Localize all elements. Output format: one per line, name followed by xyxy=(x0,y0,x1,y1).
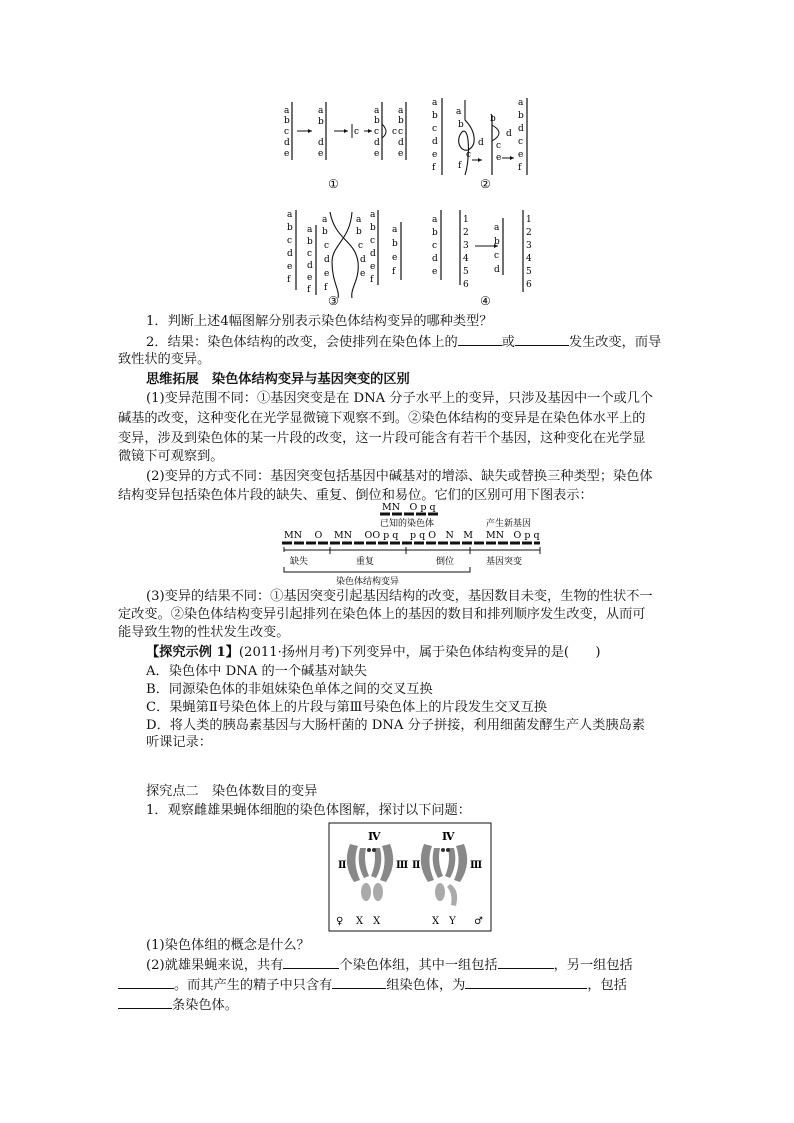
svg-text:Ⅳ: Ⅳ xyxy=(368,830,381,843)
svg-text:已知的染色体: 已知的染色体 xyxy=(380,519,435,529)
svg-text:a: a xyxy=(370,210,376,220)
section-2-heading: 探究点二 染色体数目的变异 xyxy=(146,784,318,799)
svg-text:f: f xyxy=(287,275,291,285)
svg-text:a: a xyxy=(432,98,438,108)
svg-text:d: d xyxy=(494,265,500,275)
svg-text:e: e xyxy=(496,153,502,163)
option-b[interactable]: B．同源染色体的非姐妹染色单体之间的交叉互换 xyxy=(146,682,433,697)
svg-text:6: 6 xyxy=(526,280,532,290)
svg-text:a: a xyxy=(284,106,290,116)
label-3: ③ xyxy=(328,294,339,308)
svg-text:b: b xyxy=(494,237,500,247)
svg-text:f: f xyxy=(307,285,311,295)
svg-text:4: 4 xyxy=(463,254,469,264)
svg-text:e: e xyxy=(392,253,398,263)
para-3: (3)变异的结果不同：①基因突变引起基因结构的改变，基因数目未变，生物的性状不一 xyxy=(146,589,653,604)
svg-text:e: e xyxy=(432,267,438,277)
svg-text:X X: X X xyxy=(356,916,381,927)
svg-text:d: d xyxy=(432,137,438,147)
svg-text:2: 2 xyxy=(463,228,469,238)
svg-text:f: f xyxy=(458,161,462,171)
answer-blank[interactable] xyxy=(332,976,386,989)
svg-text:b: b xyxy=(322,227,328,237)
svg-text:e: e xyxy=(324,269,330,279)
label-4: ④ xyxy=(480,294,491,308)
svg-text:X Y: X Y xyxy=(432,916,456,927)
svg-text:a: a xyxy=(392,225,398,235)
svg-text:1: 1 xyxy=(526,215,532,225)
svg-text:c: c xyxy=(358,241,364,251)
svg-text:b: b xyxy=(432,228,438,238)
svg-text:a: a xyxy=(374,106,380,116)
example-1: 【探究示例 1】(2011·扬州月考)下列变异中，属于染色体结构变异的是( ) xyxy=(146,645,601,660)
answer-blank[interactable] xyxy=(283,956,339,969)
svg-text:b: b xyxy=(356,227,362,237)
diagram-3 xyxy=(287,210,401,308)
svg-text:b: b xyxy=(307,237,313,247)
svg-text:c: c xyxy=(466,150,472,160)
svg-text:Ⅱ: Ⅱ xyxy=(338,860,347,871)
svg-text:c: c xyxy=(494,251,500,261)
para-2: (2)变异的方式不同：基因突变包括基因中碱基对的增添、缺失或替换三种类型；染色体 xyxy=(146,469,653,484)
svg-text:MN O: MN O xyxy=(284,530,323,541)
svg-text:d: d xyxy=(307,261,313,271)
diagram-1 xyxy=(284,102,406,191)
svg-text:d: d xyxy=(506,129,512,139)
svg-text:4: 4 xyxy=(526,254,532,264)
svg-text:b: b xyxy=(374,116,380,126)
svg-text:p q O N M: p q O N M xyxy=(410,530,474,541)
svg-text:e: e xyxy=(370,262,376,272)
svg-text:MN OO p q: MN OO p q xyxy=(334,530,399,541)
svg-text:Ⅳ: Ⅳ xyxy=(442,830,455,843)
svg-text:e: e xyxy=(398,149,404,159)
section-2-q1: 1．观察雌雄果蝇体细胞的染色体图解，探讨以下问题： xyxy=(146,803,471,818)
svg-text:d: d xyxy=(518,124,524,134)
svg-text:f: f xyxy=(432,163,436,173)
svg-text:d: d xyxy=(432,254,438,264)
svg-text:3: 3 xyxy=(526,241,532,251)
svg-text:染色体结构变异: 染色体结构变异 xyxy=(336,577,400,587)
svg-text:c: c xyxy=(432,241,438,251)
svg-text:d: d xyxy=(478,138,484,148)
svg-text:5: 5 xyxy=(526,267,532,277)
option-d[interactable]: D．将人类的胰岛素基因与大肠杆菌的 DNA 分子拼接，利用细菌发酵生产人类胰岛素 xyxy=(146,718,645,733)
option-a[interactable]: A．染色体中 DNA 的一个碱基对缺失 xyxy=(146,664,367,679)
diagram-2 xyxy=(432,98,527,191)
svg-text:Ⅲ: Ⅲ xyxy=(396,860,409,871)
svg-text:c: c xyxy=(374,127,380,137)
svg-text:b: b xyxy=(287,223,293,233)
svg-text:d: d xyxy=(318,138,324,148)
answer-blank[interactable] xyxy=(465,976,587,989)
para-3: 定改变。②染色体结构变异引起排列在染色体上的基因的数目和排列顺序发生改变，从而可 xyxy=(118,607,646,622)
svg-text:a: a xyxy=(432,215,438,225)
answer-blank[interactable] xyxy=(498,956,554,969)
label-1: ① xyxy=(328,177,339,191)
svg-text:3: 3 xyxy=(463,241,469,251)
section-2-q1-2-cont: 条染色体。 xyxy=(118,996,678,1015)
para-1: 微镜下可观察到。 xyxy=(118,449,224,464)
svg-text:e: e xyxy=(432,150,438,160)
notes-label: 听课记录： xyxy=(146,735,212,750)
svg-text:b: b xyxy=(370,223,376,233)
svg-text:b: b xyxy=(432,111,438,121)
svg-text:b: b xyxy=(284,116,290,126)
answer-blank[interactable] xyxy=(515,333,569,346)
svg-text:Ⅱ: Ⅱ xyxy=(412,860,421,871)
fruit-fly-karyotype xyxy=(328,822,498,934)
question-2: 2．结果：染色体结构的改变，会使排列在染色体上的 或 发生改变，而导 xyxy=(146,335,662,350)
svg-text:a: a xyxy=(322,215,328,225)
svg-text:f: f xyxy=(324,283,328,293)
svg-text:5: 5 xyxy=(463,267,469,277)
svg-text:c: c xyxy=(370,236,376,246)
svg-text:c: c xyxy=(392,127,398,137)
svg-text:a: a xyxy=(398,106,404,116)
svg-text:b: b xyxy=(490,114,496,124)
para-3: 能导致生物的性状发生改变。 xyxy=(118,625,290,640)
svg-text:c: c xyxy=(324,241,330,251)
svg-text:b: b xyxy=(398,116,404,126)
svg-text:c: c xyxy=(307,249,313,259)
svg-text:♂: ♂ xyxy=(474,916,483,927)
svg-text:e: e xyxy=(518,150,524,160)
svg-text:a: a xyxy=(456,107,462,117)
section-2-q1-2-cont: 。而其产生的精子中只含有 组染色体，为 ，包括 xyxy=(118,976,678,995)
svg-text:c: c xyxy=(284,127,290,137)
svg-text:b: b xyxy=(318,117,324,127)
svg-text:d: d xyxy=(374,138,380,148)
question-2-cont: 致性状的变异。 xyxy=(118,352,211,367)
svg-text:a: a xyxy=(318,106,324,116)
svg-text:a: a xyxy=(356,215,362,225)
svg-text:c: c xyxy=(354,127,360,137)
svg-text:e: e xyxy=(307,273,313,283)
svg-text:e: e xyxy=(374,149,380,159)
answer-blank[interactable] xyxy=(118,976,174,989)
svg-text:b: b xyxy=(458,120,464,130)
svg-text:c: c xyxy=(432,124,438,134)
svg-text:2: 2 xyxy=(526,228,532,238)
svg-text:f: f xyxy=(518,163,522,173)
svg-text:♀: ♀ xyxy=(336,916,344,927)
svg-text:b: b xyxy=(518,111,524,121)
svg-text:d: d xyxy=(370,249,376,259)
svg-text:产生新基因: 产生新基因 xyxy=(486,519,532,529)
svg-text:a: a xyxy=(307,225,313,235)
svg-text:Ⅲ: Ⅲ xyxy=(470,860,483,871)
variation-diagram xyxy=(0,492,794,592)
para-1: 碱基的改变，这种变化在光学显微镜下观察不到。②染色体结构的变异是在染色体水平上的 xyxy=(118,411,646,426)
think-heading: 思维拓展 染色体结构变异与基因突变的区别 xyxy=(146,372,410,387)
chromosome-structure-figure xyxy=(0,0,794,312)
section-2-q1-1: (1)染色体组的概念是什么？ xyxy=(146,938,310,953)
para-1: (1)变异范围不同：①基因突变是在 DNA 分子水平上的变异，只涉及基因中一个或几个 xyxy=(146,391,654,406)
svg-text:d: d xyxy=(360,255,366,265)
svg-text:c: c xyxy=(398,127,404,137)
svg-text:基因突变: 基因突变 xyxy=(486,557,523,567)
svg-text:d: d xyxy=(324,255,330,265)
svg-text:d: d xyxy=(398,138,404,148)
answer-blank[interactable] xyxy=(458,333,502,346)
svg-text:f: f xyxy=(370,275,374,285)
question-1: 1．判断上述4幅图解分别表示染色体结构变异的哪种类型？ xyxy=(146,314,493,329)
section-2-q1-2: (2)就雄果蝇来说，共有 个染色体组，其中一组包括 ，另一组包括 xyxy=(146,958,633,973)
answer-blank[interactable] xyxy=(118,996,172,1009)
svg-text:1: 1 xyxy=(463,215,469,225)
svg-text:MN O p q: MN O p q xyxy=(486,530,540,541)
para-1: 变异，涉及到染色体的某一片段的改变，这一片段可能含有若干个基因，这种变化在光学显 xyxy=(118,431,646,446)
svg-text:a: a xyxy=(518,98,524,108)
svg-text:e: e xyxy=(318,149,324,159)
svg-text:c: c xyxy=(287,236,293,246)
svg-text:倒位: 倒位 xyxy=(436,557,455,567)
svg-text:a: a xyxy=(494,223,500,233)
para-2: 结构变异包括染色体片段的缺失、重复、倒位和易位。它们的区别可用下图表示： xyxy=(118,488,593,503)
svg-text:f: f xyxy=(392,267,396,277)
svg-text:d: d xyxy=(287,249,293,259)
svg-text:e: e xyxy=(284,149,290,159)
svg-text:MN O p q: MN O p q xyxy=(382,502,436,513)
svg-text:缺失: 缺失 xyxy=(290,557,309,567)
svg-text:a: a xyxy=(287,210,293,220)
option-c[interactable]: C．果蝇第Ⅱ号染色体上的片段与第Ⅲ号染色体上的片段发生交叉互换 xyxy=(146,700,548,715)
svg-text:c: c xyxy=(518,137,524,147)
svg-text:d: d xyxy=(284,138,290,148)
svg-text:b: b xyxy=(392,239,398,249)
svg-text:e: e xyxy=(360,269,366,279)
diagram-4 xyxy=(432,210,532,308)
svg-text:c: c xyxy=(496,141,502,151)
svg-text:e: e xyxy=(287,262,293,272)
label-2: ② xyxy=(480,177,491,191)
svg-text:6: 6 xyxy=(463,280,469,290)
svg-text:重复: 重复 xyxy=(356,557,375,567)
